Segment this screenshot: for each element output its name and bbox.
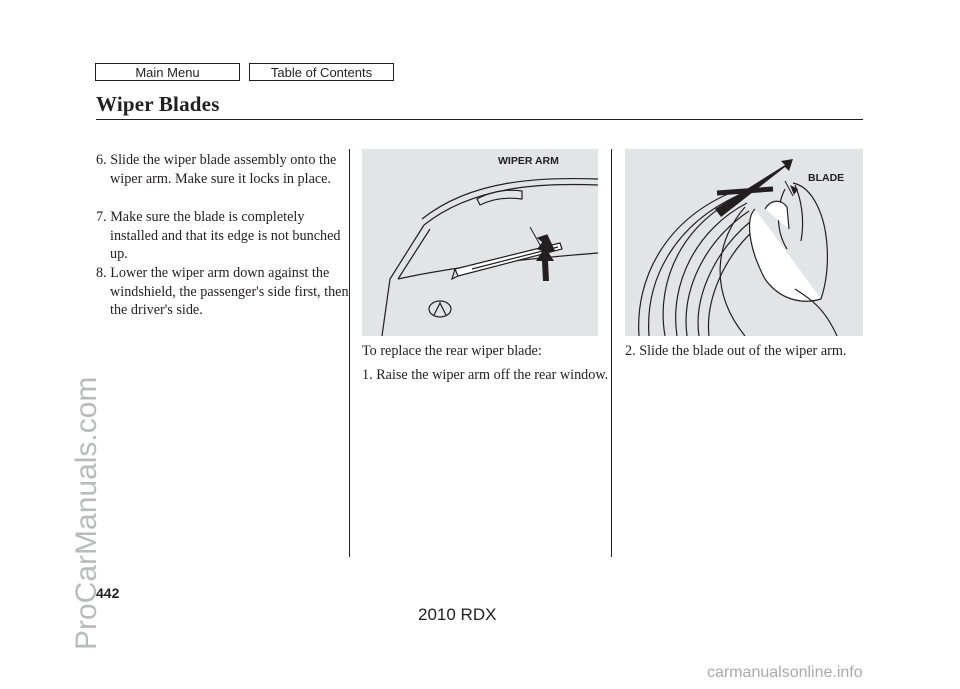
blade-label: BLADE — [808, 172, 845, 184]
column-divider — [349, 149, 350, 557]
step-1: 1. Raise the wiper arm off the rear window. — [362, 367, 609, 383]
step-2: 2. Slide the blade out of the wiper arm. — [625, 343, 847, 359]
model-name: 2010 RDX — [418, 605, 497, 624]
rear-window-drawing — [362, 149, 598, 336]
page-number: 442 — [96, 585, 120, 601]
page-title: Wiper Blades — [96, 92, 220, 116]
title-divider — [96, 119, 863, 120]
wiper-arm-label: WIPER ARM — [498, 155, 559, 167]
rear-wiper-arm-illustration — [362, 149, 598, 336]
table-of-contents-button[interactable]: Table of Contents — [249, 63, 394, 81]
blade-removal-illustration — [625, 149, 863, 336]
side-watermark: ProCarManuals.com — [70, 376, 103, 650]
step-6: 6. Slide the wiper blade assembly onto the wiper arm. Make sure it locks in place. — [96, 152, 337, 187]
step-7: 7. Make sure the blade is completely installed and that its edge is not bunched up. — [96, 209, 341, 262]
column-divider-2 — [611, 149, 612, 557]
step-8: 8. Lower the wiper arm down against the windshield, the passenger's side first, then the driver's side. — [96, 265, 349, 318]
replace-intro: To replace the rear wiper blade: — [362, 343, 542, 359]
main-menu-button[interactable]: Main Menu — [95, 63, 240, 81]
bottom-watermark: carmanualsonline.info — [707, 664, 863, 681]
